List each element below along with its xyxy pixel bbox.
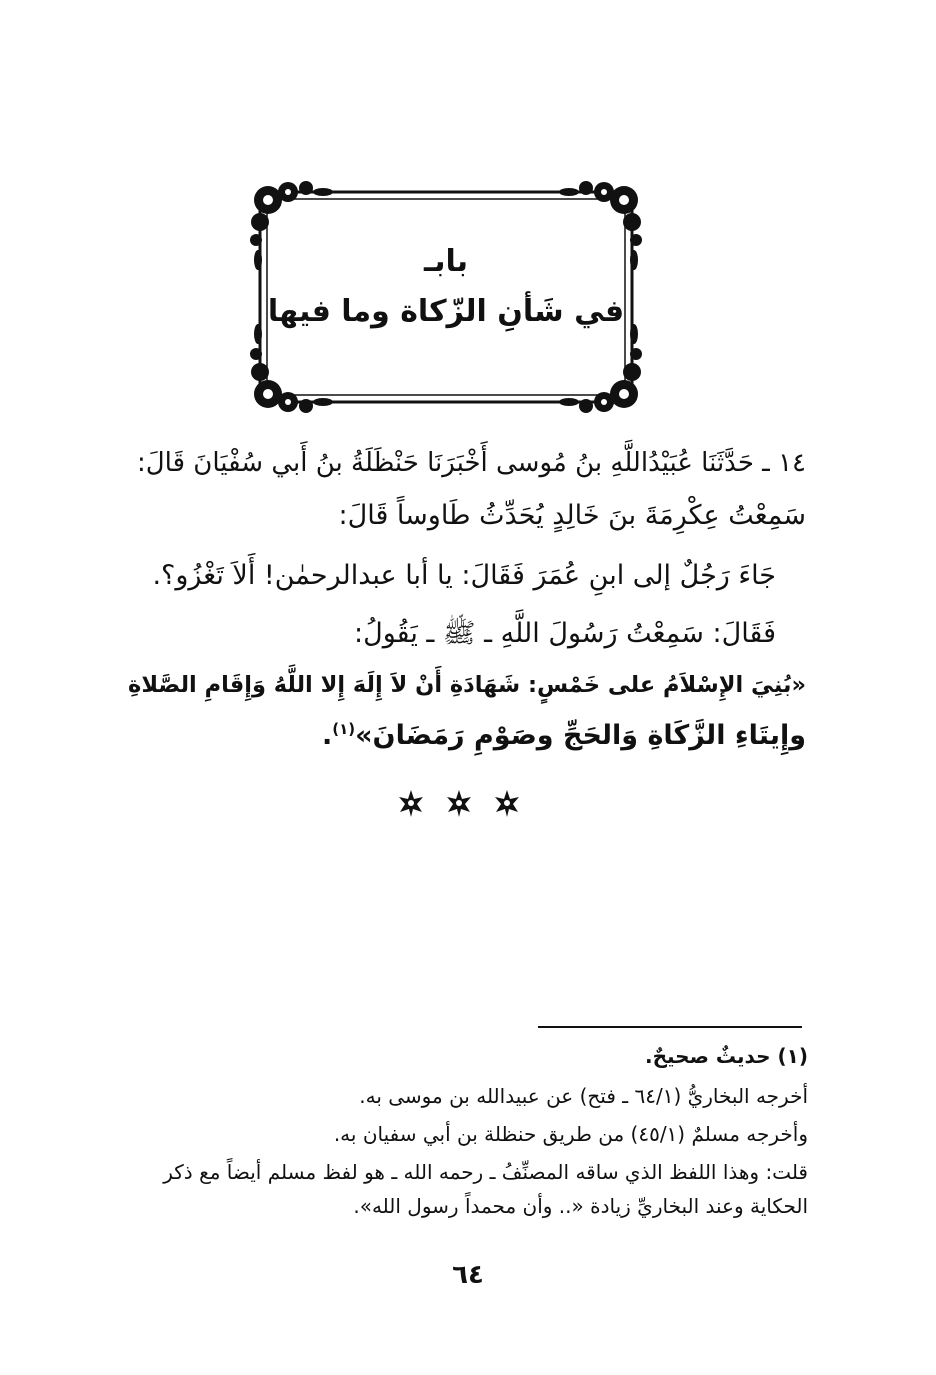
page-number: ٦٤ xyxy=(452,1260,484,1290)
hadith-line-3: جَاءَ رَجُلٌ إلى ابنِ عُمَرَ فَقَالَ: يا أبا عبدالرحمٰن! أَلاَ تَغْزُو؟. xyxy=(152,560,776,591)
hadith-line-5: «بُنِيَ الإِسْلاَمُ على خَمْسٍ: شَهَادَةِ أَنْ لاَ إِلَهَ إِلا اللَّهُ وَإِقَامِ الصَّلاةِ xyxy=(128,672,806,698)
chapter-title: في شَأنِ الزّكاة وما فيها xyxy=(267,294,625,329)
hadith-line-6-text: وإِيتَاءِ الزَّكَاةِ وَالحَجِّ وصَوْمِ رَمَضَانَ» xyxy=(355,720,806,751)
footnote-line-4: قلت: وهذا اللفظ الذي ساقه المصنِّفُ ـ رحمه الله ـ هو لفظ مسلم أيضاً مع ذكر xyxy=(163,1160,808,1184)
hadith-line-1: ١٤ ـ حَدَّثَنَا عُبَيْدُاللَّهِ بنُ مُوسى أَخْبَرَنَا حَنْظَلَةُ بنُ أَبي سُفْيَانَ قَالَ: xyxy=(137,448,806,478)
hadith-line-6 xyxy=(322,720,806,751)
footnote-rule xyxy=(538,1026,802,1028)
hadith-line-6-end: . xyxy=(321,720,333,751)
footnote-line-2: أخرجه البخاريُّ (٦٤/١ ـ فتح) عن عبيدالله بن موسى به. xyxy=(359,1084,808,1108)
flower-separator-icon xyxy=(396,788,526,818)
section-separator xyxy=(396,788,526,818)
chapter-heading: بابـ xyxy=(423,244,469,279)
footnote-line-3: وأخرجه مسلمٌ (٤٥/١) من طريق حنظلة بن أبي سفيان به. xyxy=(333,1122,808,1146)
footnote-line-1: (١) حديثٌ صحيحٌ. xyxy=(645,1044,808,1068)
hadith-line-4: فَقَالَ: سَمِعْتُ رَسُولَ اللَّهِ ـ ﷺ ـ يَقُولُ: xyxy=(354,618,776,649)
footnote-line-5: الحكاية وعند البخاريِّ زيادة «.. وأن محمداً رسول الله». xyxy=(353,1194,808,1218)
footnote-ref: (١) xyxy=(332,720,356,738)
hadith-line-2: سَمِعْتُ عِكْرِمَةَ بنَ خَالِدٍ يُحَدِّثُ طَاوساً قَالَ: xyxy=(338,500,806,531)
